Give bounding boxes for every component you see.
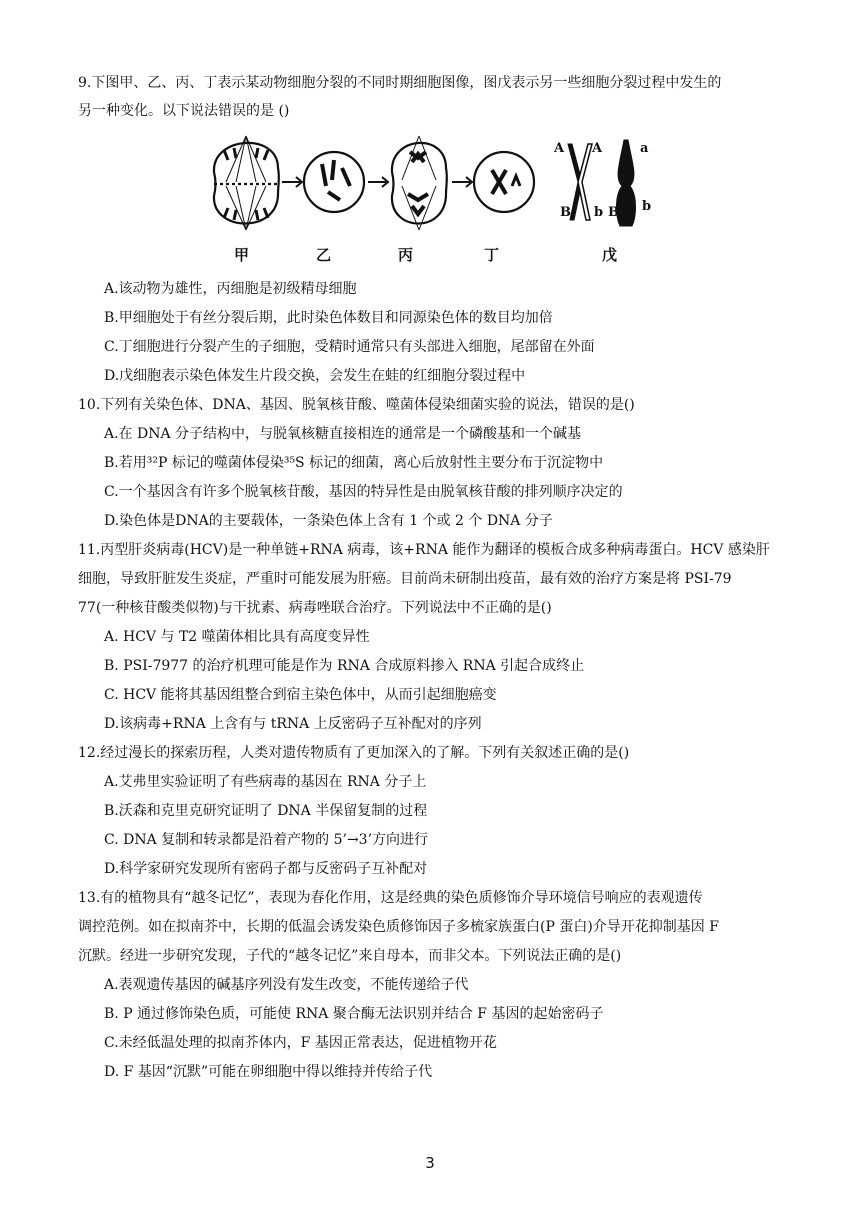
q11-option-a: A. HCV 与 T2 噬菌体相比具有高度变异性 [104,629,370,645]
cell-ding [474,152,534,212]
allele-a: a [640,141,649,156]
q10-option-d: D.染色体是DNA的主要载体，一条染色体上含有 1 个或 2 个 DNA 分子 [104,513,553,529]
cell-bing [392,136,447,230]
allele-B1: B [560,205,571,220]
q13-stem-line2: 调控范例。如在拟南芥中，长期的低温会诱发染色质修饰因子多梳家族蛋白(P 蛋白)介导开花抑制基因 F [78,919,719,935]
q13-option-c: C.未经低温处理的拟南芥体内，F 基因正常表达，促进植物开花 [104,1035,497,1051]
q10-option-c: C.一个基因含有许多个脱氧核苷酸，基因的特异性是由脱氧核苷酸的排列顺序决定的 [104,484,623,500]
q11-option-d: D.该病毒+RNA 上含有与 tRNA 上反密码子互补配对的序列 [104,716,482,732]
figure-label-yi: 乙 [316,246,332,264]
q11-option-c: C. HCV 能将其基因组整合到宿主染色体中，从而引起细胞癌变 [104,687,497,703]
q12-option-c: C. DNA 复制和转录都是沿着产物的 5’→3’方向进行 [104,832,429,848]
crossover-chromosomes [553,140,651,226]
q9-option-a: A.该动物为雄性，丙细胞是初级精母细胞 [104,281,357,297]
allele-b2: b [642,199,652,214]
q11-stem-line2: 细胞，导致肝脏发生炎症，严重时可能发展为肝癌。目前尚未研制出疫苗，最有效的治疗方案是将 PSI-79 [78,571,732,587]
allele-A2: A [592,141,603,156]
q13-option-d: D. F 基因“沉默”可能在卵细胞中得以维持并传给子代 [104,1064,433,1080]
q10-option-a: A.在 DNA 分子结构中，与脱氧核糖直接相连的通常是一个磷酸基和一个碱基 [104,426,582,442]
q11-stem-line1: 11.丙型肝炎病毒(HCV)是一种单链+RNA 病毒，该+RNA 能作为翻译的模板合成多种病毒蛋白。HCV 感染肝 [78,542,770,558]
figure-label-wu: 戊 [602,246,618,264]
q11-stem-line3: 77(一种核苷酸类似物)与干扰素、病毒唑联合治疗。下列说法中不正确的是() [78,600,552,616]
q12-option-b: B.沃森和克里克研究证明了 DNA 半保留复制的过程 [104,803,428,819]
cell-jia [214,136,279,230]
allele-A1: A [554,141,565,156]
q9-option-b: B.甲细胞处于有丝分裂后期，此时染色体数目和同源染色体的数目均加倍 [104,310,553,326]
q12-option-a: A.艾弗里实验证明了有些病毒的基因在 RNA 分子上 [104,774,427,790]
q10-option-b: B.若用³²P 标记的噬菌体侵染³⁵S 标记的细菌，离心后放射性主要分布于沉淀物中 [104,455,604,471]
figure-label-jia: 甲 [234,246,250,264]
q13-option-a: A.表观遗传基因的碱基序列没有发生改变，不能传递给子代 [104,977,469,993]
q12-option-d: D.科学家研究发现所有密码子都与反密码子互补配对 [104,861,428,877]
q13-stem-line3: 沉默。经进一步研究发现，子代的“越冬记忆”来自母本，而非父本。下列说法正确的是() [78,948,622,964]
q11-option-b: B. PSI-7977 的治疗机理可能是作为 RNA 合成原料掺入 RNA 引起合成终止 [104,658,585,674]
figure-label-ding: 丁 [484,246,500,264]
q9-option-d: D.戊细胞表示染色体发生片段交换，会发生在蛙的红细胞分裂过程中 [104,368,526,384]
q9-option-c: C.丁细胞进行分裂产生的子细胞，受精时通常只有头部进入细胞，尾部留在外面 [104,339,595,355]
q13-option-b: B. P 通过修饰染色质，可能使 RNA 聚合酶无法识别并结合 F 基因的起始密码子 [104,1006,604,1022]
figure-label-bing: 丙 [398,246,414,264]
q12-stem: 12.经过漫长的探索历程，人类对遗传物质有了更加深入的了解。下列有关叙述正确的是() [78,745,630,761]
allele-b1: b [594,205,604,220]
q9-stem-line1: 9.下图甲、乙、丙、丁表示某动物细胞分裂的不同时期细胞图像，图戊表示另一些细胞分裂过程中发生的 [78,75,722,91]
q13-stem-line1: 13.有的植物具有“越冬记忆”，表现为春化作用，这是经典的染色质修饰介导环境信号响应的表观遗传 [78,890,703,906]
q9-stem-line2: 另一种变化。以下说法错误的是 () [78,103,290,119]
allele-B2: B [608,205,619,220]
cell-division-figure [206,122,666,242]
page-number: 3 [425,1154,435,1172]
q10-stem: 10.下列有关染色体、DNA、基因、脱氧核苷酸、噬菌体侵染细菌实验的说法，错误的是() [78,397,635,413]
cell-yi [304,152,364,212]
